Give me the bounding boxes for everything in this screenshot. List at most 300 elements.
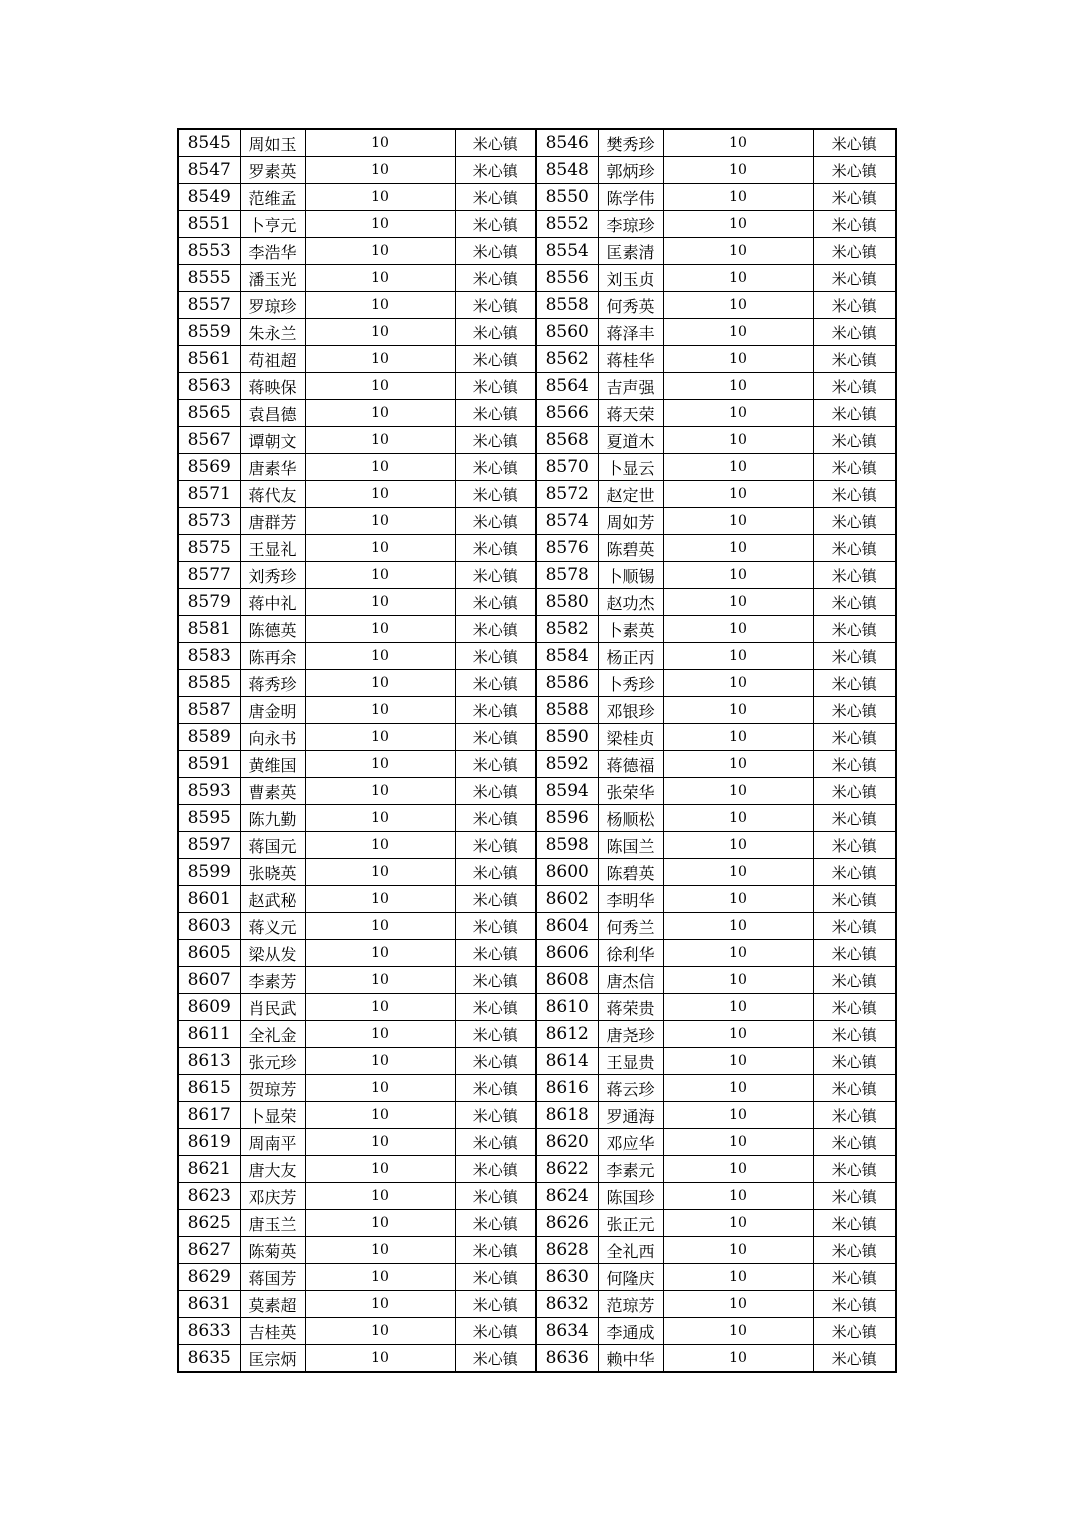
- amount-cell: 10: [663, 724, 813, 751]
- record-number-cell: 8622: [536, 1156, 598, 1183]
- town-name-cell: 米心镇: [455, 1210, 536, 1237]
- town-name-cell: 米心镇: [455, 940, 536, 967]
- record-number-cell: 8599: [178, 859, 240, 886]
- record-number-cell: 8553: [178, 238, 240, 265]
- town-name-cell: 米心镇: [455, 1102, 536, 1129]
- table-row: [178, 535, 896, 562]
- person-name-cell: 吉桂英: [240, 1318, 305, 1345]
- amount-cell: 10: [305, 535, 455, 562]
- table-row: [178, 670, 896, 697]
- record-number-cell: 8581: [178, 616, 240, 643]
- person-name-cell: 吉声强: [598, 373, 663, 400]
- record-number-cell: 8597: [178, 832, 240, 859]
- record-number-cell: 8573: [178, 508, 240, 535]
- person-name-cell: 王显礼: [240, 535, 305, 562]
- record-number-cell: 8613: [178, 1048, 240, 1075]
- amount-cell: 10: [305, 778, 455, 805]
- table-row: [178, 1075, 896, 1102]
- record-number-cell: 8596: [536, 805, 598, 832]
- person-name-cell: 徐利华: [598, 940, 663, 967]
- amount-cell: 10: [663, 1021, 813, 1048]
- amount-cell: 10: [305, 1075, 455, 1102]
- person-name-cell: 郭炳珍: [598, 157, 663, 184]
- town-name-cell: 米心镇: [813, 1291, 896, 1318]
- town-name-cell: 米心镇: [455, 184, 536, 211]
- amount-cell: 10: [305, 373, 455, 400]
- amount-cell: 10: [663, 616, 813, 643]
- record-number-cell: 8547: [178, 157, 240, 184]
- town-name-cell: 米心镇: [455, 724, 536, 751]
- person-name-cell: 蒋映保: [240, 373, 305, 400]
- amount-cell: 10: [663, 994, 813, 1021]
- person-name-cell: 李通成: [598, 1318, 663, 1345]
- table-row: [178, 481, 896, 508]
- person-name-cell: 卜亨元: [240, 211, 305, 238]
- table-row: [178, 211, 896, 238]
- amount-cell: 10: [305, 751, 455, 778]
- amount-cell: 10: [305, 1318, 455, 1345]
- amount-cell: 10: [663, 1183, 813, 1210]
- town-name-cell: 米心镇: [455, 1264, 536, 1291]
- table-row: [178, 1021, 896, 1048]
- record-number-cell: 8565: [178, 400, 240, 427]
- person-name-cell: 黄维国: [240, 751, 305, 778]
- town-name-cell: 米心镇: [455, 1048, 536, 1075]
- record-number-cell: 8626: [536, 1210, 598, 1237]
- amount-cell: 10: [305, 129, 455, 157]
- person-name-cell: 唐素华: [240, 454, 305, 481]
- table-row: [178, 1264, 896, 1291]
- amount-cell: 10: [663, 886, 813, 913]
- amount-cell: 10: [305, 1156, 455, 1183]
- record-number-cell: 8634: [536, 1318, 598, 1345]
- amount-cell: 10: [305, 184, 455, 211]
- amount-cell: 10: [305, 481, 455, 508]
- record-number-cell: 8618: [536, 1102, 598, 1129]
- person-name-cell: 唐金明: [240, 697, 305, 724]
- town-name-cell: 米心镇: [813, 940, 896, 967]
- table-row: [178, 859, 896, 886]
- record-number-cell: 8561: [178, 346, 240, 373]
- record-number-cell: 8559: [178, 319, 240, 346]
- person-name-cell: 全礼西: [598, 1237, 663, 1264]
- record-number-cell: 8607: [178, 967, 240, 994]
- record-number-cell: 8578: [536, 562, 598, 589]
- amount-cell: 10: [663, 454, 813, 481]
- amount-cell: 10: [663, 967, 813, 994]
- person-name-cell: 匡素清: [598, 238, 663, 265]
- person-name-cell: 蒋国芳: [240, 1264, 305, 1291]
- person-name-cell: 蒋代友: [240, 481, 305, 508]
- town-name-cell: 米心镇: [813, 1021, 896, 1048]
- amount-cell: 10: [663, 184, 813, 211]
- record-number-cell: 8603: [178, 913, 240, 940]
- amount-cell: 10: [305, 913, 455, 940]
- amount-cell: 10: [663, 211, 813, 238]
- table-row: [178, 1237, 896, 1264]
- record-number-cell: 8635: [178, 1345, 240, 1373]
- amount-cell: 10: [305, 238, 455, 265]
- amount-cell: 10: [305, 211, 455, 238]
- table-row: [178, 967, 896, 994]
- record-number-cell: 8546: [536, 129, 598, 157]
- record-number-cell: 8585: [178, 670, 240, 697]
- town-name-cell: 米心镇: [813, 346, 896, 373]
- town-name-cell: 米心镇: [813, 535, 896, 562]
- record-number-cell: 8600: [536, 859, 598, 886]
- person-name-cell: 何隆庆: [598, 1264, 663, 1291]
- town-name-cell: 米心镇: [455, 805, 536, 832]
- person-name-cell: 李素芳: [240, 967, 305, 994]
- record-number-cell: 8609: [178, 994, 240, 1021]
- amount-cell: 10: [305, 940, 455, 967]
- record-number-cell: 8591: [178, 751, 240, 778]
- person-name-cell: 卜秀珍: [598, 670, 663, 697]
- person-name-cell: 蒋中礼: [240, 589, 305, 616]
- town-name-cell: 米心镇: [455, 643, 536, 670]
- town-name-cell: 米心镇: [455, 913, 536, 940]
- amount-cell: 10: [305, 1102, 455, 1129]
- town-name-cell: 米心镇: [813, 616, 896, 643]
- record-number-cell: 8629: [178, 1264, 240, 1291]
- record-number-cell: 8624: [536, 1183, 598, 1210]
- amount-cell: 10: [305, 697, 455, 724]
- table-row: [178, 319, 896, 346]
- amount-cell: 10: [663, 157, 813, 184]
- record-number-cell: 8567: [178, 427, 240, 454]
- amount-cell: 10: [305, 400, 455, 427]
- town-name-cell: 米心镇: [813, 454, 896, 481]
- table-row: [178, 562, 896, 589]
- table-row: [178, 994, 896, 1021]
- town-name-cell: 米心镇: [813, 238, 896, 265]
- town-name-cell: 米心镇: [455, 778, 536, 805]
- amount-cell: 10: [305, 562, 455, 589]
- town-name-cell: 米心镇: [813, 427, 896, 454]
- record-number-cell: 8628: [536, 1237, 598, 1264]
- town-name-cell: 米心镇: [813, 1264, 896, 1291]
- amount-cell: 10: [663, 832, 813, 859]
- person-name-cell: 唐群芳: [240, 508, 305, 535]
- town-name-cell: 米心镇: [813, 1318, 896, 1345]
- table-row: [178, 238, 896, 265]
- person-name-cell: 梁从发: [240, 940, 305, 967]
- amount-cell: 10: [305, 265, 455, 292]
- town-name-cell: 米心镇: [813, 1156, 896, 1183]
- amount-cell: 10: [305, 805, 455, 832]
- town-name-cell: 米心镇: [455, 1318, 536, 1345]
- record-number-cell: 8605: [178, 940, 240, 967]
- person-name-cell: 李素元: [598, 1156, 663, 1183]
- town-name-cell: 米心镇: [455, 1075, 536, 1102]
- person-name-cell: 曹素英: [240, 778, 305, 805]
- record-number-cell: 8598: [536, 832, 598, 859]
- record-number-cell: 8602: [536, 886, 598, 913]
- town-name-cell: 米心镇: [455, 211, 536, 238]
- person-name-cell: 刘玉贞: [598, 265, 663, 292]
- town-name-cell: 米心镇: [455, 265, 536, 292]
- amount-cell: 10: [663, 940, 813, 967]
- town-name-cell: 米心镇: [455, 751, 536, 778]
- person-name-cell: 邓庆芳: [240, 1183, 305, 1210]
- town-name-cell: 米心镇: [455, 1129, 536, 1156]
- town-name-cell: 米心镇: [813, 1237, 896, 1264]
- person-name-cell: 蒋泽丰: [598, 319, 663, 346]
- record-number-cell: 8556: [536, 265, 598, 292]
- amount-cell: 10: [663, 265, 813, 292]
- person-name-cell: 范维孟: [240, 184, 305, 211]
- record-number-cell: 8566: [536, 400, 598, 427]
- town-name-cell: 米心镇: [813, 1183, 896, 1210]
- amount-cell: 10: [305, 1264, 455, 1291]
- town-name-cell: 米心镇: [455, 1345, 536, 1373]
- person-name-cell: 陈碧英: [598, 859, 663, 886]
- person-name-cell: 蒋德福: [598, 751, 663, 778]
- record-number-cell: 8576: [536, 535, 598, 562]
- town-name-cell: 米心镇: [813, 886, 896, 913]
- person-name-cell: 陈菊英: [240, 1237, 305, 1264]
- town-name-cell: 米心镇: [455, 373, 536, 400]
- record-number-cell: 8630: [536, 1264, 598, 1291]
- amount-cell: 10: [663, 292, 813, 319]
- record-number-cell: 8614: [536, 1048, 598, 1075]
- amount-cell: 10: [663, 1048, 813, 1075]
- person-name-cell: 莫素超: [240, 1291, 305, 1318]
- amount-cell: 10: [305, 643, 455, 670]
- table-row: [178, 589, 896, 616]
- table-row: [178, 805, 896, 832]
- amount-cell: 10: [305, 427, 455, 454]
- table-row: [178, 616, 896, 643]
- person-name-cell: 周如玉: [240, 129, 305, 157]
- amount-cell: 10: [305, 724, 455, 751]
- table-row: [178, 1210, 896, 1237]
- person-name-cell: 朱永兰: [240, 319, 305, 346]
- town-name-cell: 米心镇: [813, 211, 896, 238]
- town-name-cell: 米心镇: [813, 319, 896, 346]
- record-number-cell: 8569: [178, 454, 240, 481]
- town-name-cell: 米心镇: [455, 832, 536, 859]
- amount-cell: 10: [305, 1183, 455, 1210]
- amount-cell: 10: [305, 157, 455, 184]
- amount-cell: 10: [663, 1318, 813, 1345]
- record-number-cell: 8571: [178, 481, 240, 508]
- record-number-cell: 8595: [178, 805, 240, 832]
- amount-cell: 10: [305, 1048, 455, 1075]
- amount-cell: 10: [663, 859, 813, 886]
- record-number-cell: 8611: [178, 1021, 240, 1048]
- table-row: [178, 1102, 896, 1129]
- amount-cell: 10: [305, 1210, 455, 1237]
- amount-cell: 10: [663, 319, 813, 346]
- town-name-cell: 米心镇: [813, 129, 896, 157]
- town-name-cell: 米心镇: [455, 319, 536, 346]
- table-row: [178, 129, 896, 157]
- table-row: [178, 184, 896, 211]
- town-name-cell: 米心镇: [813, 1075, 896, 1102]
- amount-cell: 10: [663, 1237, 813, 1264]
- town-name-cell: 米心镇: [455, 562, 536, 589]
- person-name-cell: 赵功杰: [598, 589, 663, 616]
- town-name-cell: 米心镇: [813, 697, 896, 724]
- table-row: [178, 751, 896, 778]
- record-number-cell: 8625: [178, 1210, 240, 1237]
- amount-cell: 10: [663, 913, 813, 940]
- record-number-cell: 8608: [536, 967, 598, 994]
- table-row: [178, 778, 896, 805]
- table-row: [178, 724, 896, 751]
- town-name-cell: 米心镇: [455, 400, 536, 427]
- record-number-cell: 8604: [536, 913, 598, 940]
- town-name-cell: 米心镇: [455, 697, 536, 724]
- record-number-cell: 8560: [536, 319, 598, 346]
- town-name-cell: 米心镇: [813, 481, 896, 508]
- record-number-cell: 8584: [536, 643, 598, 670]
- town-name-cell: 米心镇: [813, 292, 896, 319]
- amount-cell: 10: [305, 508, 455, 535]
- town-name-cell: 米心镇: [813, 805, 896, 832]
- record-number-cell: 8619: [178, 1129, 240, 1156]
- person-name-cell: 李明华: [598, 886, 663, 913]
- town-name-cell: 米心镇: [455, 454, 536, 481]
- amount-cell: 10: [305, 859, 455, 886]
- record-number-cell: 8633: [178, 1318, 240, 1345]
- amount-cell: 10: [663, 697, 813, 724]
- record-number-cell: 8545: [178, 129, 240, 157]
- town-name-cell: 米心镇: [813, 670, 896, 697]
- record-number-cell: 8568: [536, 427, 598, 454]
- town-name-cell: 米心镇: [455, 481, 536, 508]
- amount-cell: 10: [663, 1075, 813, 1102]
- town-name-cell: 米心镇: [455, 129, 536, 157]
- record-number-cell: 8548: [536, 157, 598, 184]
- record-number-cell: 8632: [536, 1291, 598, 1318]
- record-number-cell: 8606: [536, 940, 598, 967]
- table-row: [178, 1129, 896, 1156]
- town-name-cell: 米心镇: [813, 832, 896, 859]
- person-name-cell: 袁昌德: [240, 400, 305, 427]
- record-number-cell: 8564: [536, 373, 598, 400]
- person-name-cell: 卜素英: [598, 616, 663, 643]
- person-name-cell: 蒋国元: [240, 832, 305, 859]
- amount-cell: 10: [305, 994, 455, 1021]
- town-name-cell: 米心镇: [813, 859, 896, 886]
- town-name-cell: 米心镇: [813, 157, 896, 184]
- amount-cell: 10: [305, 1021, 455, 1048]
- town-name-cell: 米心镇: [455, 967, 536, 994]
- amount-cell: 10: [305, 1129, 455, 1156]
- person-name-cell: 杨正丙: [598, 643, 663, 670]
- amount-cell: 10: [305, 616, 455, 643]
- town-name-cell: 米心镇: [813, 751, 896, 778]
- person-name-cell: 苟祖超: [240, 346, 305, 373]
- person-name-cell: 梁桂贞: [598, 724, 663, 751]
- roster-body: [178, 129, 896, 1372]
- person-name-cell: 全礼金: [240, 1021, 305, 1048]
- amount-cell: 10: [663, 778, 813, 805]
- person-name-cell: 刘秀珍: [240, 562, 305, 589]
- person-name-cell: 唐大友: [240, 1156, 305, 1183]
- record-number-cell: 8615: [178, 1075, 240, 1102]
- table-row: [178, 508, 896, 535]
- town-name-cell: 米心镇: [455, 994, 536, 1021]
- person-name-cell: 赖中华: [598, 1345, 663, 1373]
- amount-cell: 10: [663, 1156, 813, 1183]
- person-name-cell: 张正元: [598, 1210, 663, 1237]
- record-number-cell: 8552: [536, 211, 598, 238]
- table-row: [178, 1048, 896, 1075]
- town-name-cell: 米心镇: [455, 859, 536, 886]
- person-name-cell: 张元珍: [240, 1048, 305, 1075]
- person-name-cell: 李琼珍: [598, 211, 663, 238]
- amount-cell: 10: [663, 238, 813, 265]
- person-name-cell: 范琼芳: [598, 1291, 663, 1318]
- person-name-cell: 樊秀珍: [598, 129, 663, 157]
- record-number-cell: 8589: [178, 724, 240, 751]
- table-row: [178, 913, 896, 940]
- amount-cell: 10: [663, 562, 813, 589]
- table-row: [178, 265, 896, 292]
- table-row: [178, 940, 896, 967]
- table-row: [178, 427, 896, 454]
- town-name-cell: 米心镇: [455, 1291, 536, 1318]
- record-number-cell: 8601: [178, 886, 240, 913]
- amount-cell: 10: [663, 805, 813, 832]
- town-name-cell: 米心镇: [813, 184, 896, 211]
- record-number-cell: 8627: [178, 1237, 240, 1264]
- table-row: [178, 1345, 896, 1373]
- record-number-cell: 8587: [178, 697, 240, 724]
- town-name-cell: 米心镇: [455, 427, 536, 454]
- record-number-cell: 8557: [178, 292, 240, 319]
- table-row: [178, 643, 896, 670]
- amount-cell: 10: [663, 1102, 813, 1129]
- amount-cell: 10: [305, 346, 455, 373]
- record-number-cell: 8592: [536, 751, 598, 778]
- table-row: [178, 454, 896, 481]
- table-row: [178, 1291, 896, 1318]
- person-name-cell: 匡宗炳: [240, 1345, 305, 1373]
- town-name-cell: 米心镇: [813, 778, 896, 805]
- table-row: [178, 697, 896, 724]
- person-name-cell: 卜显云: [598, 454, 663, 481]
- amount-cell: 10: [305, 589, 455, 616]
- person-name-cell: 蒋桂华: [598, 346, 663, 373]
- table-row: [178, 292, 896, 319]
- amount-cell: 10: [305, 1345, 455, 1373]
- town-name-cell: 米心镇: [455, 292, 536, 319]
- record-number-cell: 8621: [178, 1156, 240, 1183]
- town-name-cell: 米心镇: [813, 994, 896, 1021]
- amount-cell: 10: [663, 643, 813, 670]
- person-name-cell: 贺琼芳: [240, 1075, 305, 1102]
- record-number-cell: 8616: [536, 1075, 598, 1102]
- record-number-cell: 8577: [178, 562, 240, 589]
- record-number-cell: 8594: [536, 778, 598, 805]
- record-number-cell: 8563: [178, 373, 240, 400]
- person-name-cell: 张晓英: [240, 859, 305, 886]
- person-name-cell: 罗通海: [598, 1102, 663, 1129]
- town-name-cell: 米心镇: [813, 913, 896, 940]
- record-number-cell: 8620: [536, 1129, 598, 1156]
- table-row: [178, 373, 896, 400]
- person-name-cell: 谭朝文: [240, 427, 305, 454]
- record-number-cell: 8570: [536, 454, 598, 481]
- person-name-cell: 杨顺松: [598, 805, 663, 832]
- person-name-cell: 唐玉兰: [240, 1210, 305, 1237]
- amount-cell: 10: [663, 346, 813, 373]
- amount-cell: 10: [305, 1291, 455, 1318]
